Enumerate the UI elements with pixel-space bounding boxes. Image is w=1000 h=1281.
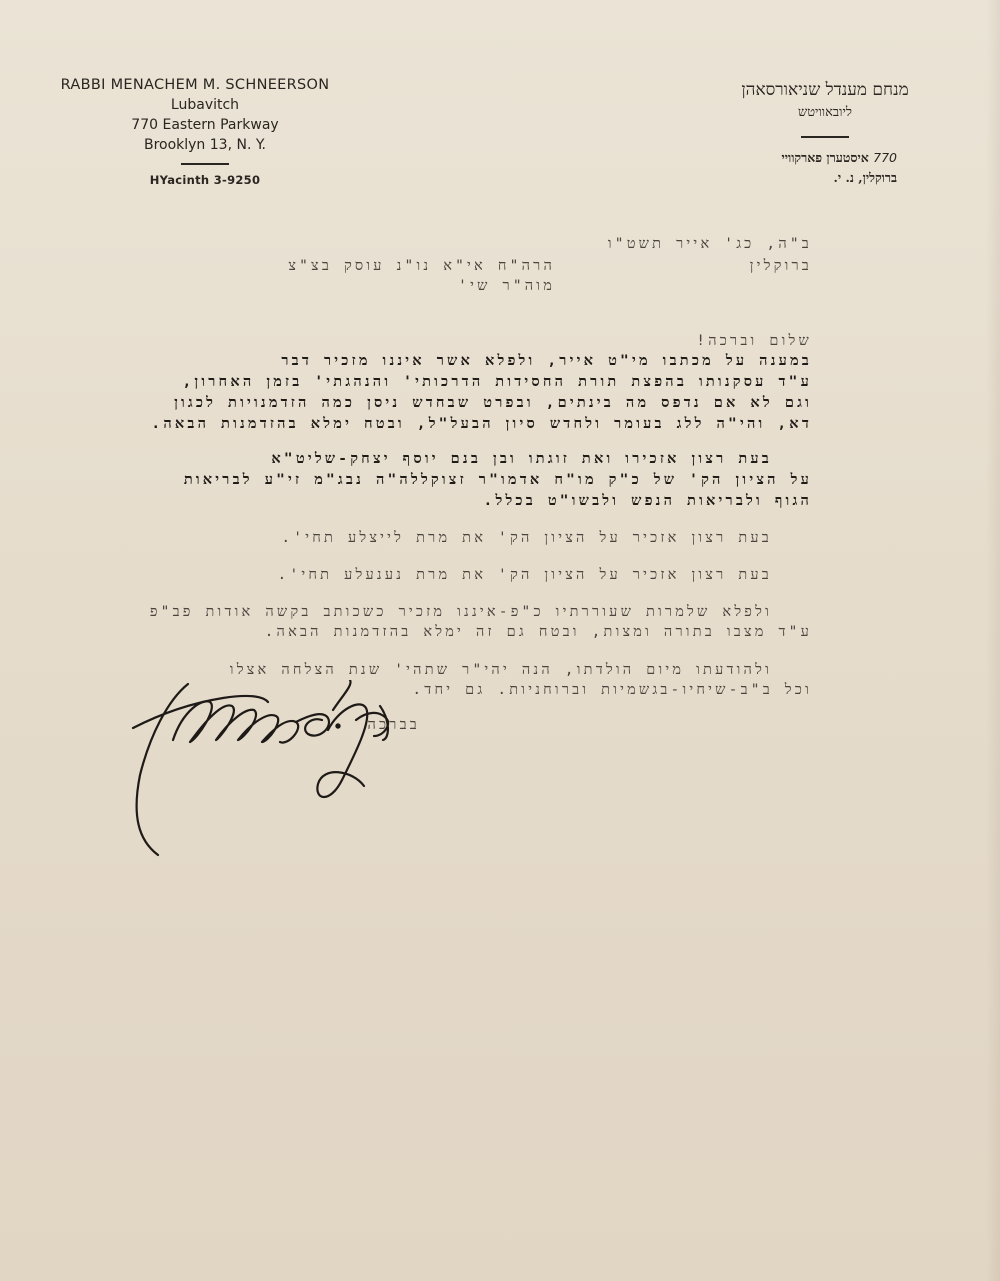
letterhead-city: Brooklyn 13, N. Y.: [143, 137, 267, 153]
letterhead-street: 770 Eastern Parkway: [131, 117, 279, 133]
greeting: שלום וברכה!: [696, 333, 812, 349]
paragraph-2-line-2: על הציון הק' של כ"ק מו"ח אדמו"ר זצוקללה"ה נבג"מ זי"ע לבריאות: [183, 472, 812, 488]
paragraph-1-line-2: ע"ד עסקנותו בהפצת תורת החסידות הדרכותי' והנהגתי' בזמן האחרון,: [182, 374, 812, 390]
closing: בברכה: [367, 717, 420, 733]
date-line: ב"ה, כג' אייר תשט"ו: [607, 236, 812, 252]
paragraph-5-line-2: ע"ד מצבו בתורה ומצות, ובטח גם זה ימלא בהזדמנות הבאה.: [264, 624, 812, 640]
letterhead-hebrew-org: ליובאוויטש: [798, 105, 852, 120]
letterhead-hebrew-name: מנחם מענדל שניאורסאהן: [741, 80, 909, 100]
paragraph-2-line-1: בעת רצון אזכירו ואת זוגתו ובן בנם יוסף יצחק-שליט"א: [271, 451, 772, 467]
paragraph-4: בעת רצון אזכיר על הציון הק' את מרת נענעלע תחי'.: [277, 567, 772, 583]
letterhead-org: Lubavitch: [170, 97, 240, 113]
letterhead-hebrew-street-number: 770: [873, 150, 897, 165]
recipient-name-line: מוה"ר שי': [458, 278, 555, 294]
letterhead-name: RABBI MENACHEM M. SCHNEERSON: [60, 77, 330, 93]
paragraph-6-line-2: וכל ב"ב-שיחיו-בגשמיות וברוחניות. גם יחד.: [412, 682, 812, 698]
handwritten-signature: [128, 680, 428, 880]
paragraph-3: בעת רצון אזכיר על הציון הק' את מרת לייצלע תחי'.: [281, 530, 772, 546]
letterhead-phone: HYacinth 3-9250: [149, 173, 261, 187]
paragraph-1-line-4: דא, והי"ה ללג בעומר ולחדש סיון הבעל"ל, ובטח ימלא בהזדמנות הבאה.: [151, 416, 812, 432]
letterhead-english: [40, 75, 370, 189]
paragraph-2-line-3: הגוף ולבריאות הנפש ולבשו"ט בכלל.: [483, 493, 812, 509]
letterhead-hebrew-street-name: איסטערן פארקוויי: [781, 150, 869, 165]
letterhead-divider: [181, 163, 229, 165]
letterhead-hebrew: [705, 78, 945, 188]
paragraph-1-line-3: וגם לא אם נדפס מה בינתים, ובפרט שבחדש ניסן כמה הזדמנויות לכגון: [174, 395, 812, 411]
letterhead-hebrew-divider: [801, 136, 849, 138]
place-line: ברוקלין: [749, 258, 812, 274]
paragraph-5-line-1: ולפלא שלמרות שעוררתיו כ"פ-איננו מזכיר כשכותב בקשה אודות פב"פ: [149, 604, 772, 620]
recipient-line: הרה"ח אי"א נו"נ עוסק בצ"צ: [288, 258, 555, 274]
letterhead-hebrew-city: ברוקלין, נ. י.: [833, 170, 897, 185]
letterhead-hebrew-street: [705, 148, 945, 168]
paragraph-1-line-1: במענה על מכתבו מי"ט אייר, ולפלא אשר איננו מזכיר דבר: [281, 353, 812, 369]
paragraph-6-line-1: ולהודעתו מיום הולדתו, הנה יהי"ר שתהי' שנת הצלחה אצלו: [229, 662, 772, 678]
